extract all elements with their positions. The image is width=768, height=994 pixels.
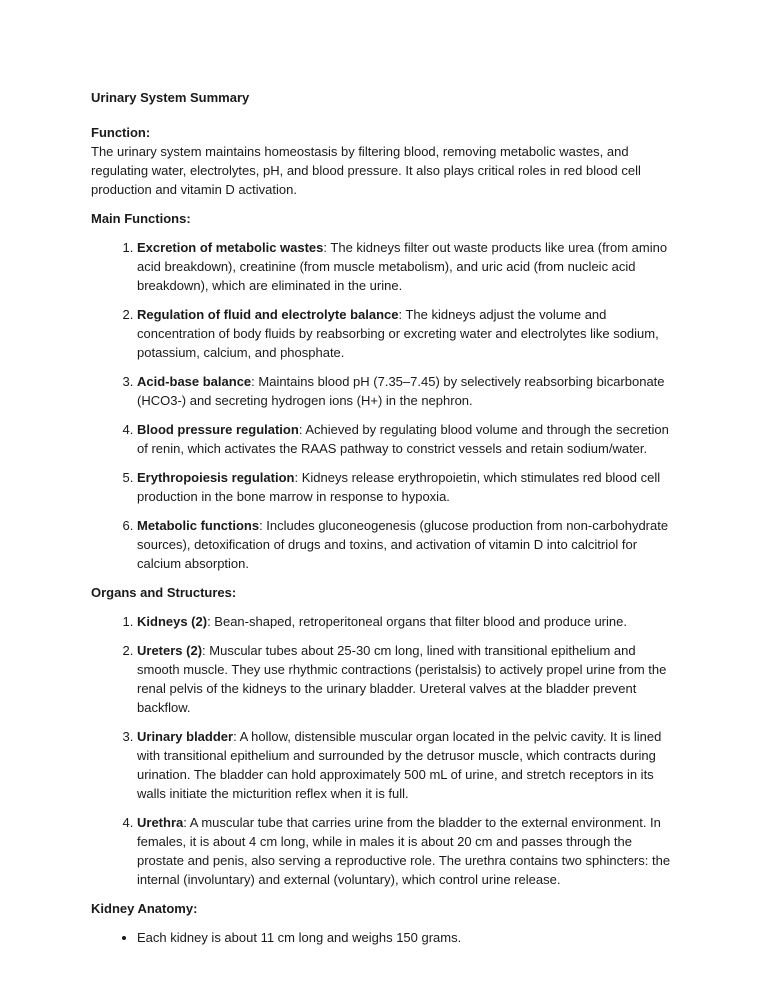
- item-lead: Urinary bladder: [137, 729, 234, 744]
- item-lead: Kidneys (2): [137, 614, 208, 629]
- function-heading: Function:: [91, 125, 151, 140]
- item-lead: Excretion of metabolic wastes: [137, 240, 324, 255]
- item-text: : Kidneys release erythropoietin, which stimulates red blood cell production in the bone marrow in response to hypoxia.: [137, 470, 661, 504]
- list-item: [137, 468, 677, 506]
- item-text: : The kidneys filter out waste products like urea (from amino acid breakdown), creatinine (from muscle metabolism), and uric acid (from nucleic acid breakdown), which are eliminated in the urine.: [137, 240, 668, 293]
- item-lead: Acid-base balance: [137, 374, 252, 389]
- item-lead: Ureters (2): [137, 643, 203, 658]
- list-item: [137, 727, 677, 803]
- item-text: : The kidneys adjust the volume and concentration of body fluids by reabsorbing or excreting water and electrolytes like sodium, potassium, calcium, and phosphate.: [137, 307, 659, 360]
- kidney-anatomy-heading: Kidney Anatomy:: [91, 901, 198, 916]
- list-item: [137, 928, 677, 947]
- function-body: The urinary system maintains homeostasis by filtering blood, removing metabolic wastes, and regulating water, electrolytes, pH, and blood pressure. It also plays critical roles in red blood cell production and vitamin D activation.: [91, 144, 641, 197]
- item-text: : Includes gluconeogenesis (glucose production from non-carbohydrate sources), detoxification of drugs and toxins, and activation of vitamin D into calcitriol for calcium absorption.: [137, 518, 669, 571]
- item-lead: Blood pressure regulation: [137, 422, 299, 437]
- list-item: [137, 813, 677, 889]
- kidney-anatomy-list: [91, 928, 677, 947]
- item-text: : Muscular tubes about 25-30 cm long, lined with transitional epithelium and smooth muscle. They use rhythmic contractions (peristalsis) to actively propel urine from the renal pelvis of the kidneys to the urinary bladder. Ureteral valves at the bladder prevent backflow.: [137, 643, 667, 715]
- organs-heading: Organs and Structures:: [91, 585, 237, 600]
- item-text: : Bean-shaped, retroperitoneal organs that filter blood and produce urine.: [207, 614, 627, 629]
- item-lead: Urethra: [137, 815, 184, 830]
- list-item: [137, 420, 677, 458]
- list-item: [137, 516, 677, 573]
- item-text: : A muscular tube that carries urine from the bladder to the external environment. In females, it is about 4 cm long, while in males it is about 20 cm and passes through the prostate and penis, also serving a reproductive role. The urethra contains two sphincters: the internal (involuntary) and external (voluntary), which control urine release.: [137, 815, 671, 887]
- main-functions-heading: Main Functions:: [91, 211, 191, 226]
- item-lead: Regulation of fluid and electrolyte balance: [137, 307, 399, 322]
- list-item: [137, 372, 677, 410]
- item-text: : A hollow, distensible muscular organ located in the pelvic cavity. It is lined with transitional epithelium and surrounded by the detrusor muscle, which contracts during urination. The bladder can hold approximately 500 mL of urine, and stretch receptors in its walls initiate the micturition reflex when it is full.: [137, 729, 662, 801]
- organs-list: [91, 612, 677, 889]
- document-title: Urinary System Summary: [91, 90, 250, 105]
- item-text: : Achieved by regulating blood volume and through the secretion of renin, which activates the RAAS pathway to constrict vessels and retain sodium/water.: [137, 422, 669, 456]
- list-item: [137, 641, 677, 717]
- function-section: [91, 123, 677, 199]
- item-lead: Metabolic functions: [137, 518, 260, 533]
- main-functions-list: [91, 238, 677, 573]
- list-item: [137, 305, 677, 362]
- item-text: : Maintains blood pH (7.35–7.45) by selectively reabsorbing bicarbonate (HCO3-) and secreting hydrogen ions (H+) in the nephron.: [137, 374, 665, 408]
- list-item: [137, 612, 677, 631]
- list-item: [137, 238, 677, 295]
- item-lead: Erythropoiesis regulation: [137, 470, 295, 485]
- item-text: Each kidney is about 11 cm long and weighs 150 grams.: [137, 930, 462, 945]
